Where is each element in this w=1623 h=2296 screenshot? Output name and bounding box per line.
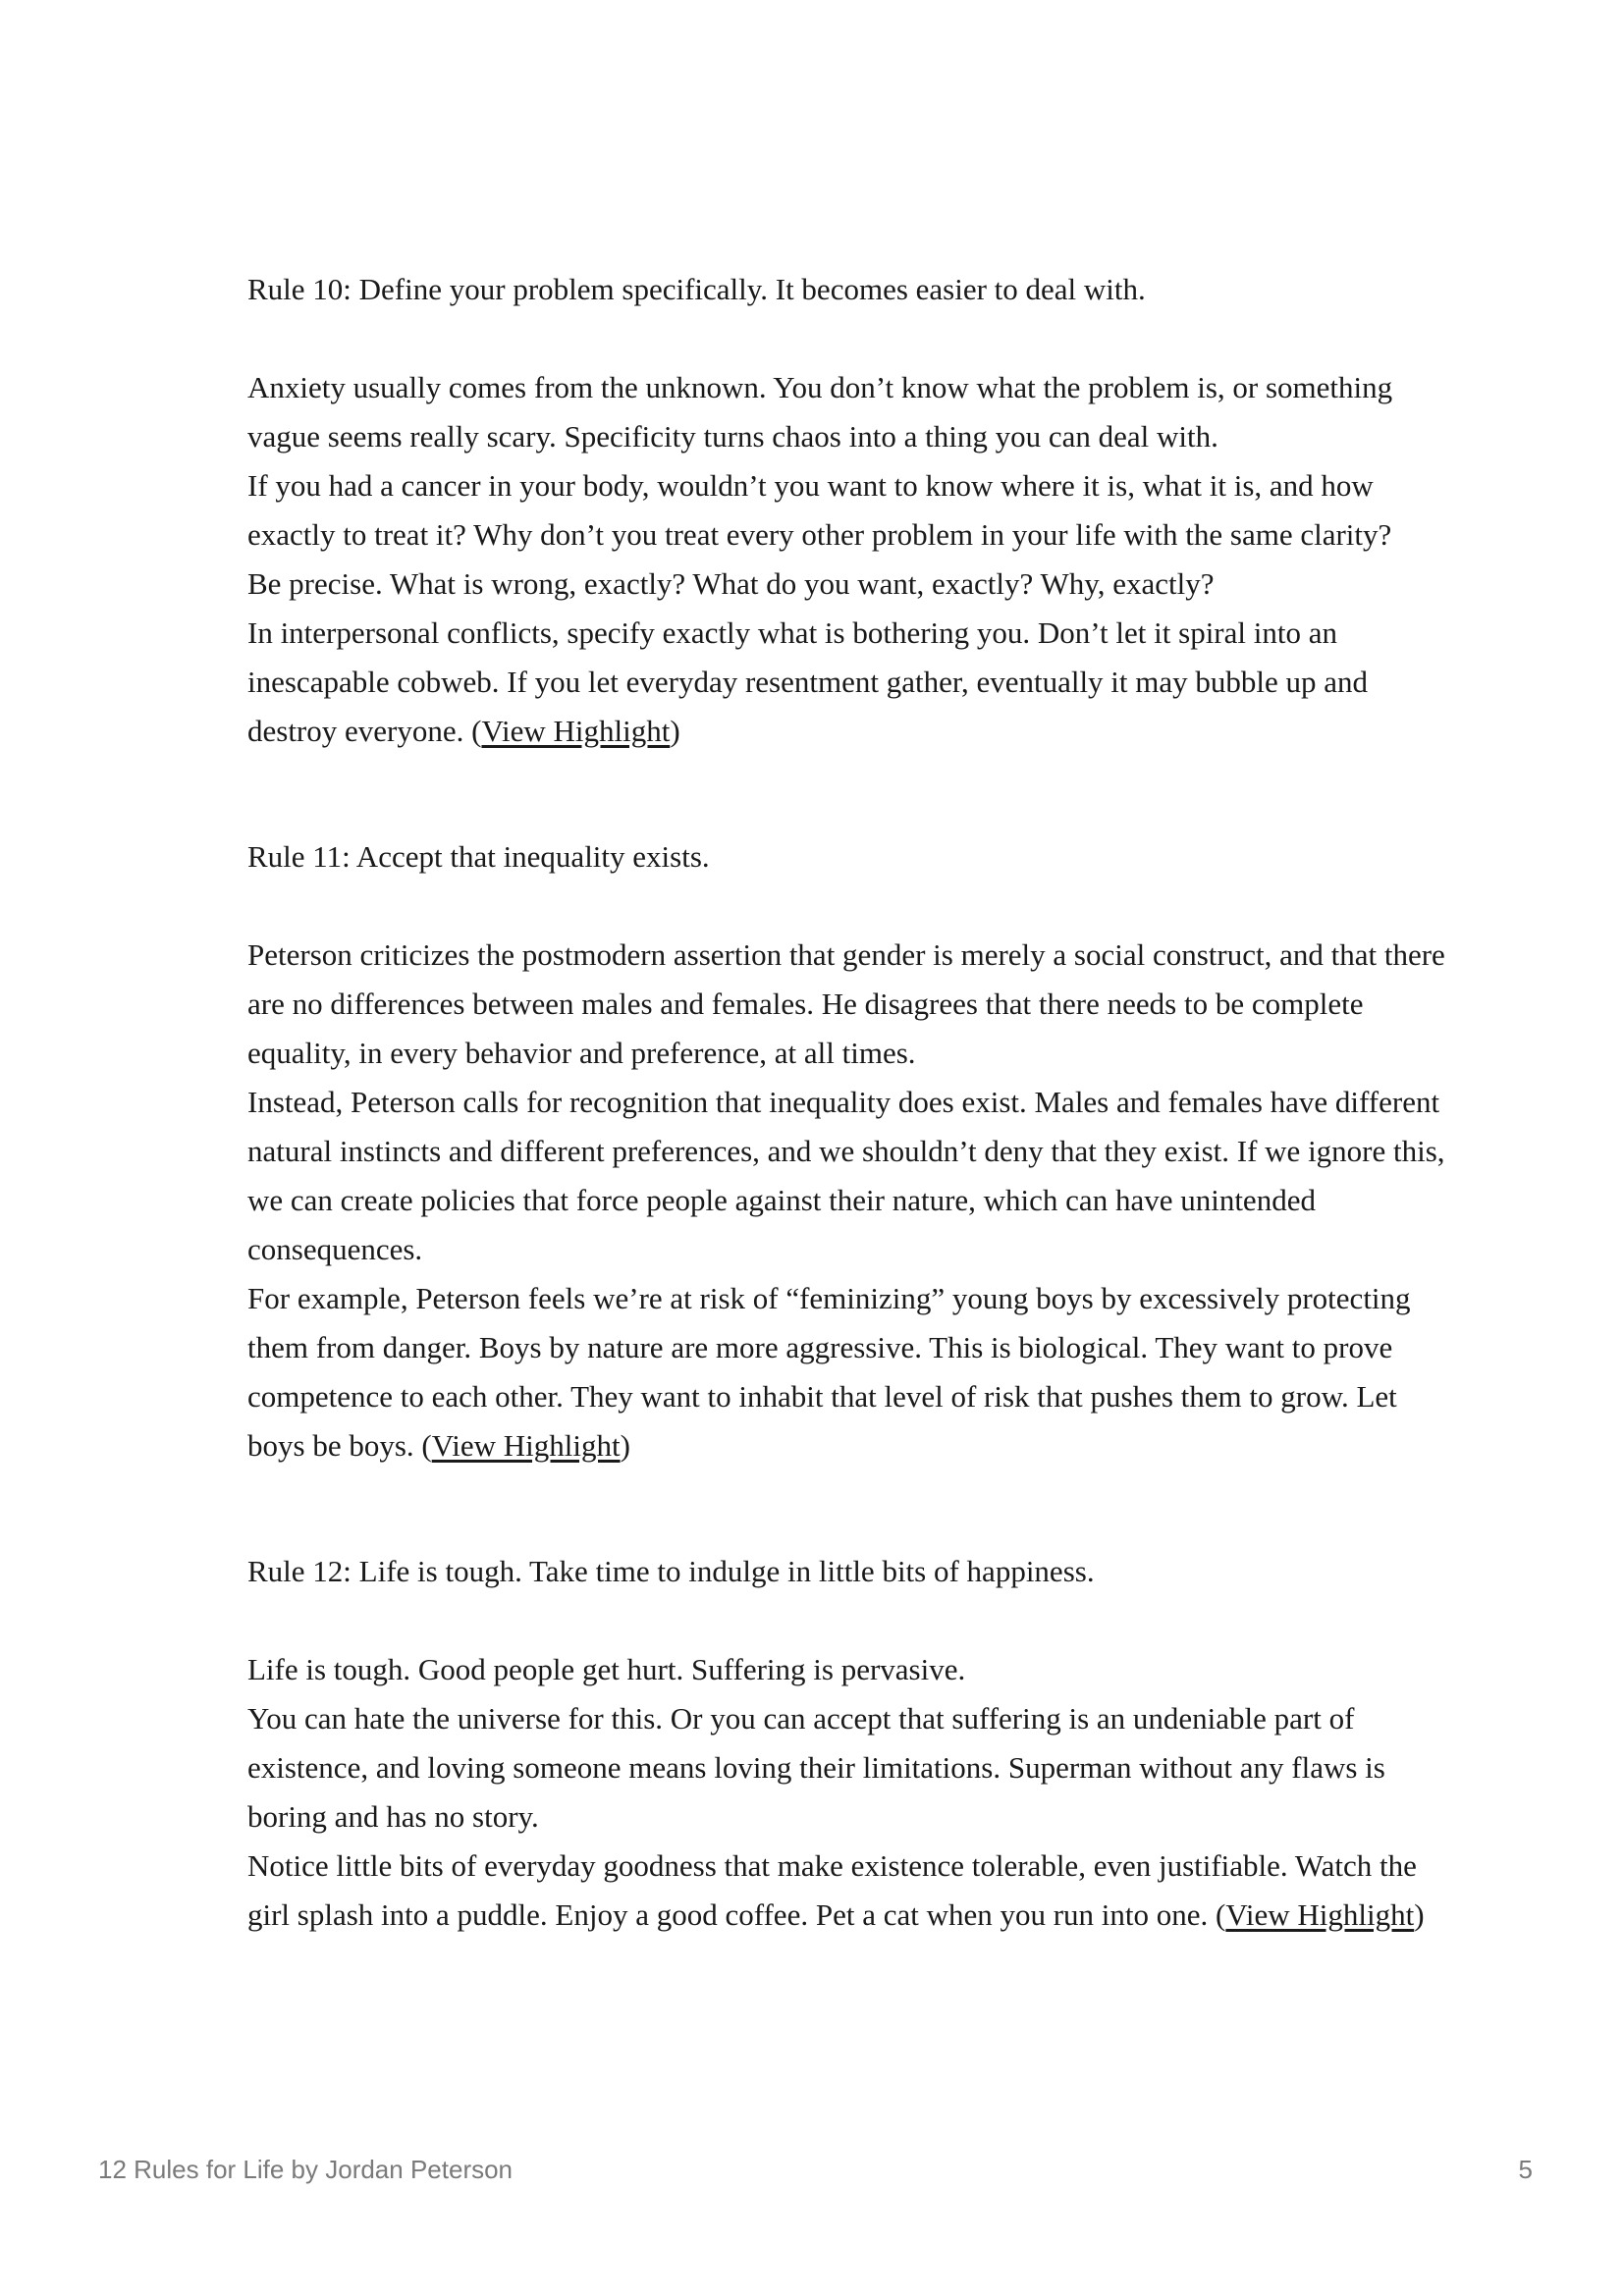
rule-11-title: Rule 11: Accept that inequality exists.	[247, 839, 710, 874]
rule-11-section	[247, 832, 1445, 1470]
rule-11-view-highlight-link[interactable]: View Highlight	[431, 1428, 621, 1463]
rule-10-paragraph-4: In interpersonal conflicts, specify exactly what is bothering you. Don’t let it spiral into an inescapable cobweb. If you let everyday resentment gather, eventually it may bubble up and destroy everyone. (View Highlight)	[247, 615, 1369, 748]
rule-11-paragraph-3-text: For example, Peterson feels we’re at risk of “feminizing” young boys by excessively protecting them from danger. Boys by nature are more aggressive. This is biological. They want to prove competence to each other. They want to inhabit that level of risk that pushes them to grow. Let boys be boys.	[247, 1281, 1411, 1463]
rule-10-view-highlight-link[interactable]: View Highlight	[481, 714, 671, 748]
rule-12-paragraph-3: Notice little bits of everyday goodness that make existence tolerable, even justifiable. Watch the girl splash into a puddle. Enjoy a good coffee. Pet a cat when you run into one. (View Highlight)	[247, 1848, 1425, 1932]
footer-book-title: 12 Rules for Life by Jordan Peterson	[98, 2155, 514, 2184]
rule-10-paragraph-4-text: In interpersonal conflicts, specify exactly what is bothering you. Don’t let it spiral into an inescapable cobweb. If you let everyday resentment gather, eventually it may bubble up and destroy everyone.	[247, 615, 1369, 748]
rule-12-paragraph-1: Life is tough. Good people get hurt. Suffering is pervasive.	[247, 1652, 966, 1686]
rule-10-title: Rule 10: Define your problem specifically. It becomes easier to deal with.	[247, 272, 1146, 306]
rule-10-paragraph-3: Be precise. What is wrong, exactly? What do you want, exactly? Why, exactly?	[247, 566, 1215, 601]
rule-11-paragraph-1: Peterson criticizes the postmodern assertion that gender is merely a social construct, and that there are no differences between males and females. He disagrees that there needs to be complete equality, in every behavior and preference, at all times.	[247, 937, 1445, 1070]
footer-page-number: 5	[1518, 2155, 1533, 2184]
rule-10-paragraph-2: If you had a cancer in your body, wouldn’t you want to know where it is, what it is, and how exactly to treat it? Why don’t you treat every other problem in your life with the same clarity?	[247, 468, 1392, 552]
rule-10-section	[247, 265, 1445, 756]
rule-10-paragraph-1: Anxiety usually comes from the unknown. You don’t know what the problem is, or something vague seems really scary. Specificity turns chaos into a thing you can deal with.	[247, 370, 1393, 454]
rule-11-paragraph-3: For example, Peterson feels we’re at risk of “feminizing” young boys by excessively protecting them from danger. Boys by nature are more aggressive. This is biological. They want to prove competence to each other. They want to inhabit that level of risk that pushes them to grow. Let boys be boys. (View Highlight)	[247, 1281, 1411, 1463]
rule-12-title: Rule 12: Life is tough. Take time to indulge in little bits of happiness.	[247, 1554, 1095, 1588]
rule-12-section	[247, 1547, 1445, 1940]
rule-11-paragraph-2: Instead, Peterson calls for recognition that inequality does exist. Males and females have different natural instincts and different preferences, and we shouldn’t deny that they exist. If we ignore this, we can create policies that force people against their nature, which can have unintended consequences.	[247, 1085, 1445, 1266]
page-content	[247, 265, 1445, 2016]
rule-12-view-highlight-link[interactable]: View Highlight	[1225, 1897, 1415, 1932]
rule-12-paragraph-2: You can hate the universe for this. Or you can accept that suffering is an undeniable part of existence, and loving someone means loving their limitations. Superman without any flaws is boring and has no story.	[247, 1701, 1385, 1834]
rule-12-paragraph-3-text: Notice little bits of everyday goodness that make existence tolerable, even justifiable. Watch the girl splash into a puddle. Enjoy a good coffee. Pet a cat when you run into one.	[247, 1848, 1417, 1932]
